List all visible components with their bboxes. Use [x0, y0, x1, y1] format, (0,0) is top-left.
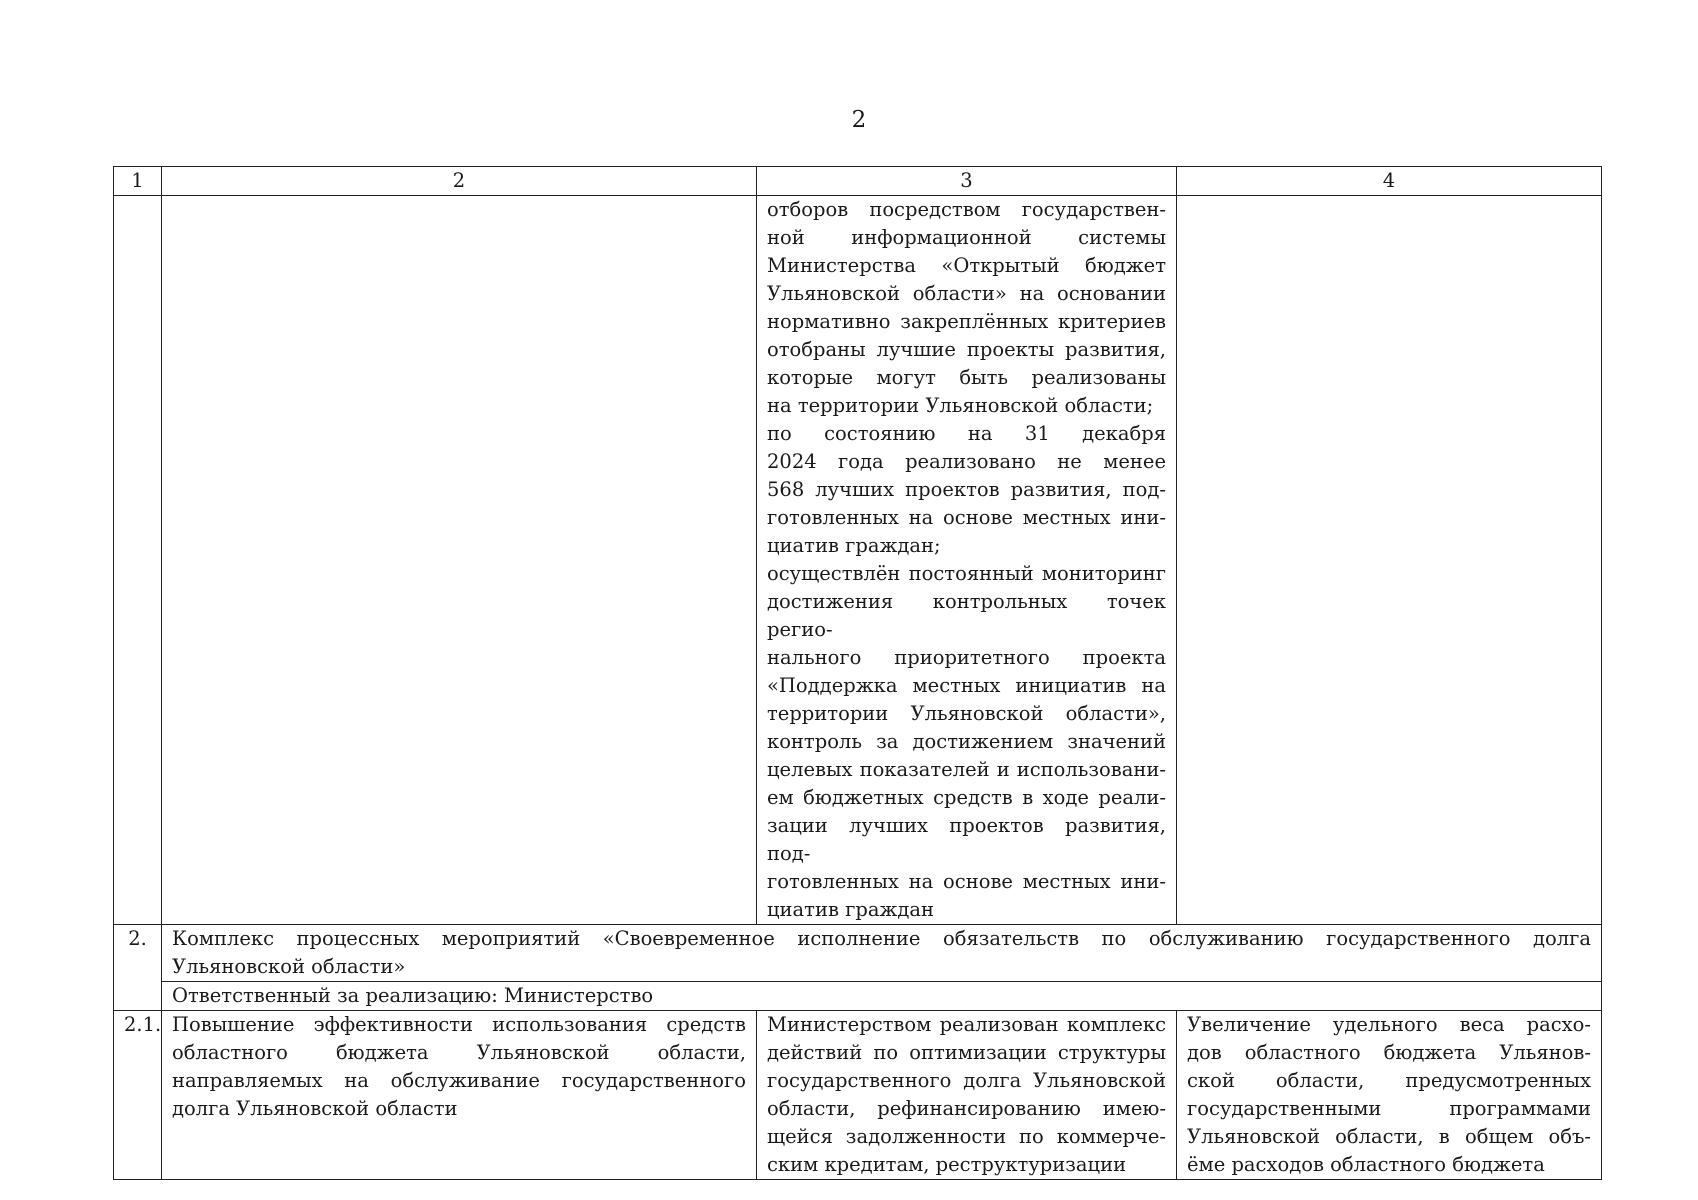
text-line: областного бюджета Ульяновской области, — [172, 1041, 746, 1064]
text-line: нального приоритетного проекта — [767, 646, 1166, 669]
text-line: на территории Ульяновской области; — [767, 394, 1154, 417]
text-line: дов областного бюджета Ульянов- — [1187, 1041, 1591, 1064]
section-2-number: 2. — [114, 925, 162, 1011]
table-row-section-2 — [114, 925, 1602, 982]
text-line: готовленных на основе местных ини- — [767, 870, 1166, 893]
text-line: Ульяновской области, в общем объ- — [1187, 1125, 1591, 1148]
header-col-3: 3 — [757, 167, 1177, 196]
row-2-1-task-text — [172, 1011, 746, 1123]
text-line: ной информационной системы — [767, 226, 1166, 249]
cell-cont-col4 — [1177, 196, 1602, 925]
section-2-responsible: Ответственный за реализацию: Министерство — [162, 982, 1602, 1011]
text-line: государственного долга Ульяновской — [767, 1069, 1166, 1092]
text-line: Увеличение удельного веса расхо- — [1187, 1013, 1591, 1036]
text-line: ским кредитам, реструктуризации — [767, 1153, 1127, 1176]
row-2-1-number: 2.1. — [114, 1011, 162, 1180]
text-line: нормативно закреплённых критериев — [767, 310, 1166, 333]
row-2-1-task — [162, 1011, 757, 1180]
text-line: действий по оптимизации структуры — [767, 1041, 1166, 1064]
cont-col3-text — [767, 196, 1166, 924]
text-line: 2024 года реализовано не менее — [767, 450, 1166, 473]
cell-cont-col2 — [162, 196, 757, 925]
page-number: 2 — [851, 107, 867, 133]
text-line: 568 лучших проектов развития, под- — [767, 478, 1166, 501]
text-line: готовленных на основе местных ини- — [767, 506, 1166, 529]
text-line: ёме расходов областного бюджета — [1187, 1153, 1545, 1176]
header-col-1: 1 — [114, 167, 162, 196]
row-2-1-result — [757, 1011, 1177, 1180]
text-line: Министерства «Открытый бюджет — [767, 254, 1166, 277]
table-header-row — [114, 167, 1602, 196]
text-line: Министерством реализован комплекс — [767, 1013, 1166, 1036]
text-line: территории Ульяновской области», — [767, 702, 1166, 725]
section-2-title-text — [172, 925, 1591, 981]
table-row-continued — [114, 196, 1602, 925]
text-line: которые могут быть реализованы — [767, 366, 1166, 389]
row-2-1-indicator-text — [1187, 1011, 1591, 1179]
text-line: осуществлён постоянный мониторинг — [767, 562, 1166, 585]
text-line: щейся задолженности по коммерче- — [767, 1125, 1166, 1148]
text-line: Ульяновской области» — [172, 955, 406, 978]
table-row-2-1 — [114, 1011, 1602, 1180]
text-line: направляемых на обслуживание государственного — [172, 1069, 746, 1092]
table-row-responsible — [114, 982, 1602, 1011]
text-line: области, рефинансированию имею- — [767, 1097, 1166, 1120]
text-line: целевых показателей и использовани- — [767, 758, 1166, 781]
text-line: по состоянию на 31 декабря — [767, 422, 1166, 445]
cell-cont-number — [114, 196, 162, 925]
text-line: долга Ульяновской области — [172, 1097, 458, 1120]
text-line: циатив граждан; — [767, 534, 941, 557]
text-line: Повышение эффективности использования средств — [172, 1013, 746, 1036]
cell-cont-col3 — [757, 196, 1177, 925]
text-line: отобраны лучшие проекты развития, — [767, 338, 1166, 361]
text-line: Комплекс процессных мероприятий «Своевременное исполнение обязательств по обслуживанию государственного долга — [172, 927, 1591, 950]
text-line: циатив граждан — [767, 898, 935, 921]
text-line: ем бюджетных средств в ходе реали- — [767, 786, 1166, 809]
text-line: ской области, предусмотренных — [1187, 1069, 1591, 1092]
text-line: Ульяновской области» на основании — [767, 282, 1166, 305]
section-2-title — [162, 925, 1602, 982]
text-line: «Поддержка местных инициатив на — [767, 674, 1166, 697]
text-line: контроль за достижением значений — [767, 730, 1166, 753]
text-line: достижения контрольных точек регио- — [767, 590, 1166, 641]
text-line: отборов посредством государствен- — [767, 198, 1166, 221]
row-2-1-result-text — [767, 1011, 1166, 1179]
header-col-4: 4 — [1177, 167, 1602, 196]
row-2-1-indicator — [1177, 1011, 1602, 1180]
text-line: зации лучших проектов развития, под- — [767, 814, 1166, 865]
document-table — [113, 166, 1602, 1180]
text-line: государственными программами — [1187, 1097, 1591, 1120]
header-col-2: 2 — [162, 167, 757, 196]
